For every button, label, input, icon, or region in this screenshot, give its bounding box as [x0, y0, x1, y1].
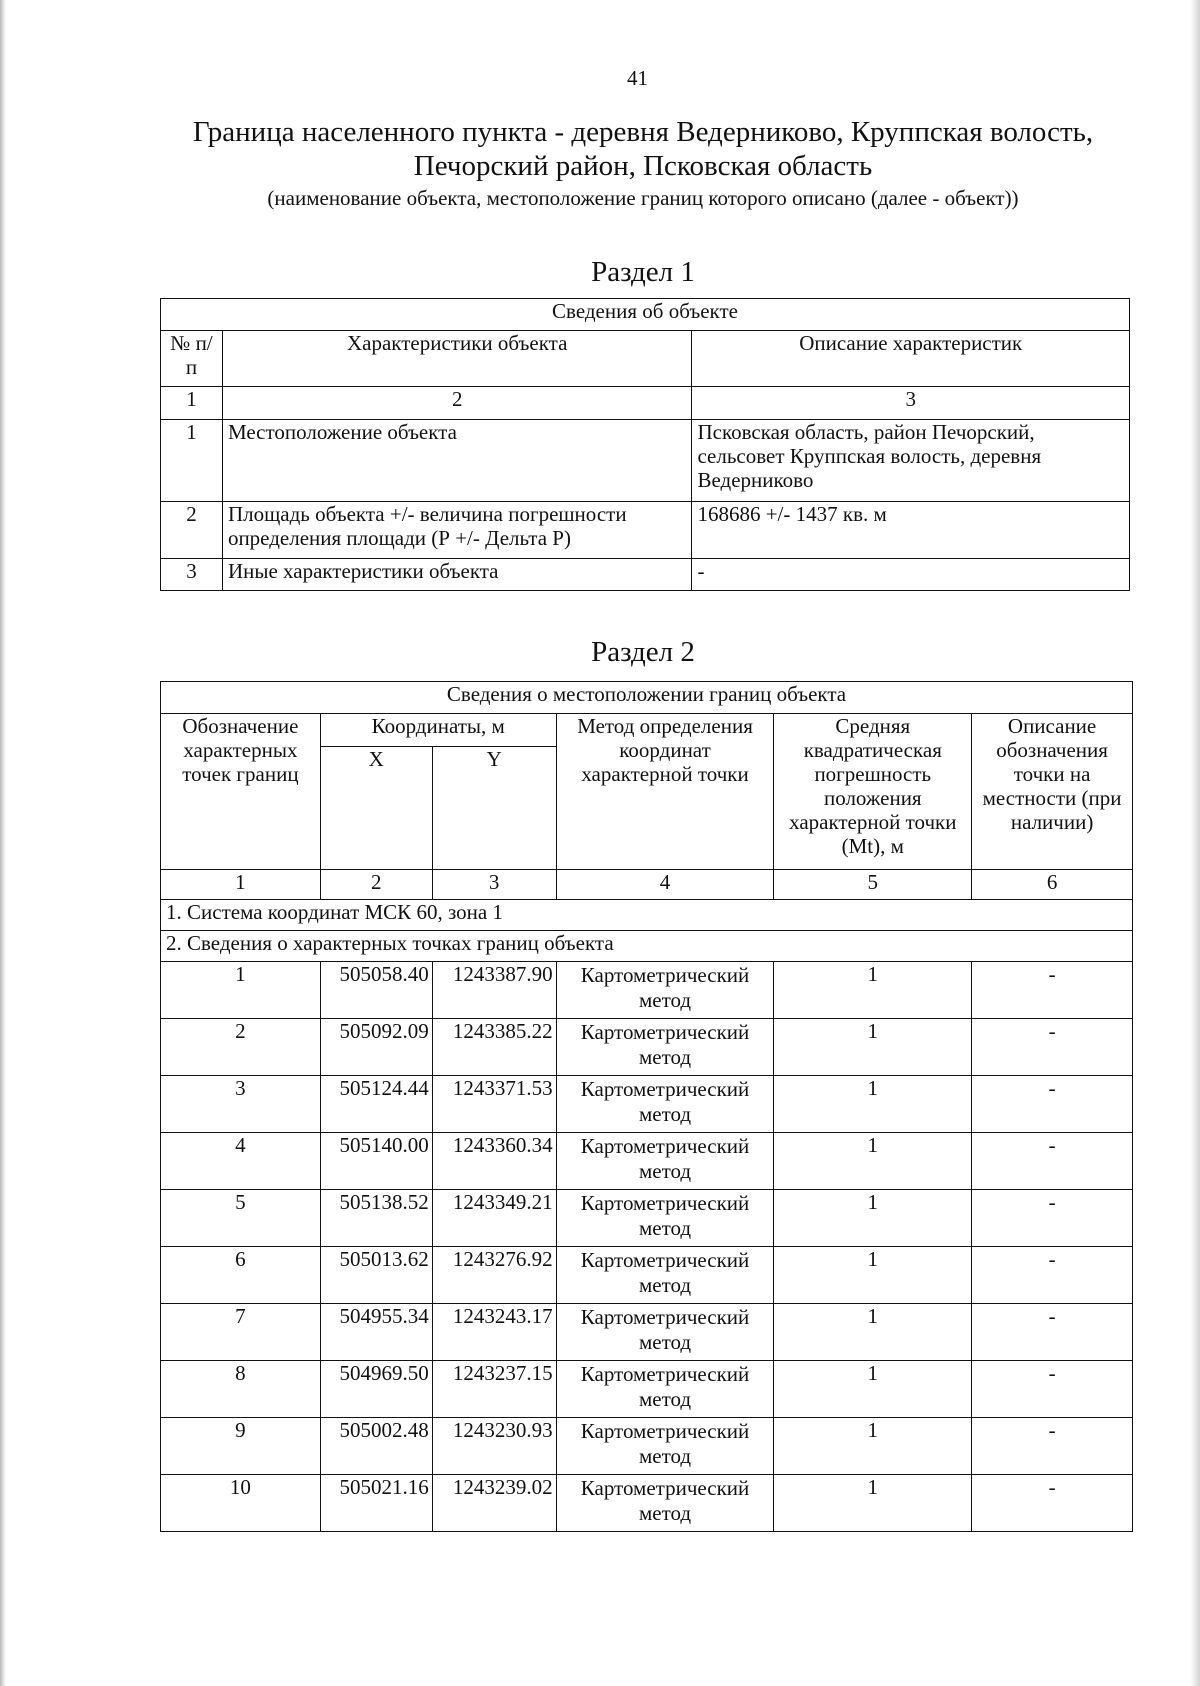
- point-error: 1: [774, 1076, 972, 1133]
- point-description: -: [972, 1019, 1133, 1076]
- row-characteristic: Площадь объекта +/- величина погрешности определения площади (Р +/- Дельта Р): [222, 502, 692, 559]
- point-x: 505013.62: [320, 1247, 432, 1304]
- table-row: [161, 1133, 1133, 1190]
- document-title: [0, 115, 1200, 183]
- col-number: 2: [320, 870, 432, 900]
- point-y: 1243387.90: [432, 962, 556, 1019]
- point-y: 1243371.53: [432, 1076, 556, 1133]
- point-number: 2: [161, 1019, 321, 1076]
- point-y: 1243239.02: [432, 1475, 556, 1532]
- col-number: 6: [972, 870, 1133, 900]
- point-y: 1243276.92: [432, 1247, 556, 1304]
- row-value: 168686 +/- 1437 кв. м: [692, 502, 1130, 559]
- table-row: [161, 559, 1130, 591]
- table-row: [161, 420, 1130, 502]
- header-designation: Обозначение характерных точек границ: [161, 714, 321, 870]
- point-error: 1: [774, 1418, 972, 1475]
- point-error: 1: [774, 1304, 972, 1361]
- col-number: 5: [774, 870, 972, 900]
- boundary-points-table: [160, 681, 1133, 1532]
- table1-caption: Сведения об объекте: [161, 299, 1130, 331]
- col-number: 3: [692, 387, 1130, 420]
- row-number: 3: [161, 559, 223, 591]
- point-description: -: [972, 1133, 1133, 1190]
- table-row: [161, 1247, 1133, 1304]
- point-x: 505058.40: [320, 962, 432, 1019]
- scan-left-edge: [0, 0, 6, 1686]
- point-method: Картометрический метод: [556, 1304, 774, 1361]
- point-number: 9: [161, 1418, 321, 1475]
- col-number: 4: [556, 870, 774, 900]
- header-y: Y: [432, 747, 556, 870]
- table-row: [161, 1304, 1133, 1361]
- coordinate-system-row: 1. Система координат МСК 60, зона 1: [161, 900, 1133, 931]
- row-value: -: [692, 559, 1130, 591]
- point-x: 505138.52: [320, 1190, 432, 1247]
- point-y: 1243230.93: [432, 1418, 556, 1475]
- col-number: 3: [432, 870, 556, 900]
- row-characteristic: Местоположение объекта: [222, 420, 692, 502]
- row-characteristic: Иные характеристики объекта: [222, 559, 692, 591]
- table2-caption: Сведения о местоположении границ объекта: [161, 682, 1133, 714]
- point-description: -: [972, 1304, 1133, 1361]
- point-error: 1: [774, 1190, 972, 1247]
- point-method: Картометрический метод: [556, 1418, 774, 1475]
- point-description: -: [972, 1361, 1133, 1418]
- header-number: № п/п: [161, 331, 223, 387]
- point-y: 1243243.17: [432, 1304, 556, 1361]
- point-error: 1: [774, 1247, 972, 1304]
- point-description: -: [972, 1190, 1133, 1247]
- point-number: 6: [161, 1247, 321, 1304]
- section-1-heading: Раздел 1: [591, 256, 695, 288]
- point-method: Картометрический метод: [556, 1247, 774, 1304]
- table-row: [161, 1019, 1133, 1076]
- point-number: 3: [161, 1076, 321, 1133]
- point-method: Картометрический метод: [556, 1133, 774, 1190]
- row-number: 1: [161, 420, 223, 502]
- point-y: 1243385.22: [432, 1019, 556, 1076]
- point-number: 1: [161, 962, 321, 1019]
- point-x: 504969.50: [320, 1361, 432, 1418]
- scan-right-edge: [1190, 0, 1200, 1686]
- row-number: 2: [161, 502, 223, 559]
- table-row: [161, 1418, 1133, 1475]
- point-method: Картометрический метод: [556, 1019, 774, 1076]
- point-number: 8: [161, 1361, 321, 1418]
- title-line-2: Печорский район, Псковская область: [413, 150, 873, 182]
- col-number: 2: [222, 387, 692, 420]
- table-row: [161, 1475, 1133, 1532]
- point-description: -: [972, 1076, 1133, 1133]
- object-info-table: [160, 298, 1130, 591]
- point-method: Картометрический метод: [556, 1361, 774, 1418]
- point-description: -: [972, 1418, 1133, 1475]
- row-value: Псковская область, район Печорский, сельсовет Круппская волость, деревня Ведерниково: [692, 420, 1130, 502]
- point-number: 4: [161, 1133, 321, 1190]
- point-number: 7: [161, 1304, 321, 1361]
- point-number: 5: [161, 1190, 321, 1247]
- section-2-heading: Раздел 2: [591, 636, 695, 668]
- table-row: [161, 1361, 1133, 1418]
- point-x: 505140.00: [320, 1133, 432, 1190]
- point-y: 1243349.21: [432, 1190, 556, 1247]
- point-x: 505124.44: [320, 1076, 432, 1133]
- header-method: Метод определения координат характерной точки: [556, 714, 774, 870]
- point-error: 1: [774, 1475, 972, 1532]
- point-description: -: [972, 1475, 1133, 1532]
- point-error: 1: [774, 1133, 972, 1190]
- page-number: 41: [627, 66, 648, 90]
- point-method: Картометрический метод: [556, 1475, 774, 1532]
- header-coordinates: Координаты, м: [320, 714, 556, 747]
- table-row: [161, 502, 1130, 559]
- points-list: [161, 962, 1133, 1532]
- point-error: 1: [774, 962, 972, 1019]
- header-x: X: [320, 747, 432, 870]
- header-description: Описание характеристик: [692, 331, 1130, 387]
- col-number: 1: [161, 387, 223, 420]
- header-error: Средняя квадратическая погрешность положения характерной точки (Mt), м: [774, 714, 972, 870]
- point-y: 1243237.15: [432, 1361, 556, 1418]
- point-number: 10: [161, 1475, 321, 1532]
- header-characteristics: Характеристики объекта: [222, 331, 692, 387]
- table-row: [161, 1190, 1133, 1247]
- point-error: 1: [774, 1019, 972, 1076]
- point-description: -: [972, 962, 1133, 1019]
- point-x: 505092.09: [320, 1019, 432, 1076]
- title-line-1: Граница населенного пункта - деревня Ведерниково, Круппская волость,: [192, 116, 1094, 148]
- point-method: Картометрический метод: [556, 1076, 774, 1133]
- header-point-description: Описание обозначения точки на местности (при наличии): [972, 714, 1133, 870]
- point-method: Картометрический метод: [556, 1190, 774, 1247]
- document-subtitle: (наименование объекта, местоположение границ которого описано (далее - объект)): [267, 186, 1019, 210]
- col-number: 1: [161, 870, 321, 900]
- points-info-row: 2. Сведения о характерных точках границ объекта: [161, 931, 1133, 962]
- point-x: 505002.48: [320, 1418, 432, 1475]
- table-row: [161, 962, 1133, 1019]
- point-y: 1243360.34: [432, 1133, 556, 1190]
- point-description: -: [972, 1247, 1133, 1304]
- point-x: 504955.34: [320, 1304, 432, 1361]
- point-method: Картометрический метод: [556, 962, 774, 1019]
- point-error: 1: [774, 1361, 972, 1418]
- table-row: [161, 1076, 1133, 1133]
- point-x: 505021.16: [320, 1475, 432, 1532]
